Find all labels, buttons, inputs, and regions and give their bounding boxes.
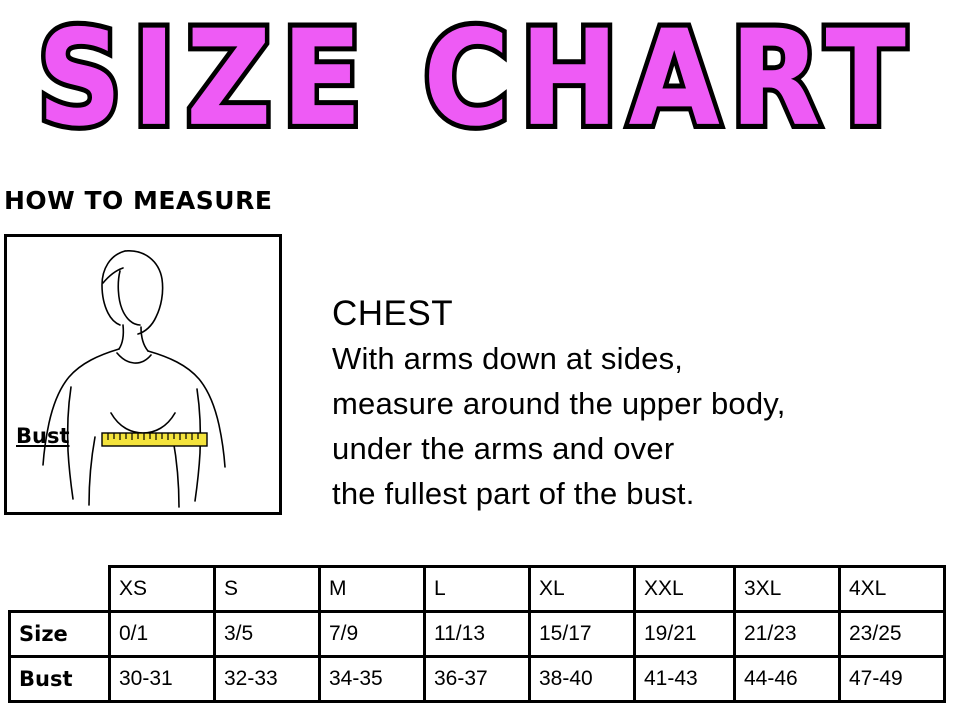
chest-heading: CHEST [332, 294, 454, 333]
measuring-tape-icon [102, 433, 207, 446]
table-column-header: 4XL [840, 567, 945, 612]
table-cell: 30-31 [110, 657, 215, 702]
page-title: SIZE CHART [37, 0, 916, 156]
table-row-header: Size [10, 612, 110, 657]
table-column-header: L [425, 567, 530, 612]
table-cell: 23/25 [840, 612, 945, 657]
table-row-header: Bust [10, 657, 110, 702]
female-torso-illustration [7, 237, 279, 512]
table-cell: 41-43 [635, 657, 735, 702]
table-cell: 7/9 [320, 612, 425, 657]
table-cell: 3/5 [215, 612, 320, 657]
table-cell: 19/21 [635, 612, 735, 657]
table-header-row [10, 567, 945, 612]
table-column-header: M [320, 567, 425, 612]
table-cell: 38-40 [530, 657, 635, 702]
bust-measure-label: Bust [16, 424, 70, 448]
chest-description-line: the fullest part of the bust. [332, 476, 695, 511]
chest-description [332, 336, 932, 516]
table-column-header: XS [110, 567, 215, 612]
table-column-header: 3XL [735, 567, 840, 612]
table-cell: 44-46 [735, 657, 840, 702]
table-corner-blank [10, 567, 110, 612]
table-cell: 0/1 [110, 612, 215, 657]
table-cell: 32-33 [215, 657, 320, 702]
table-cell: 21/23 [735, 612, 840, 657]
table-column-header: XL [530, 567, 635, 612]
chest-description-line: With arms down at sides, [332, 341, 684, 376]
table-cell: 15/17 [530, 612, 635, 657]
table-cell: 34-35 [320, 657, 425, 702]
size-table [8, 565, 946, 703]
table-cell: 36-37 [425, 657, 530, 702]
table-cell: 47-49 [840, 657, 945, 702]
table-row [10, 657, 945, 702]
chest-description-block [332, 292, 932, 516]
measurement-illustration-box [4, 234, 282, 515]
table-column-header: S [215, 567, 320, 612]
table-row [10, 612, 945, 657]
table-cell: 11/13 [425, 612, 530, 657]
chest-description-line: measure around the upper body, [332, 386, 786, 421]
page-title-banner [0, 0, 953, 156]
how-to-measure-heading: HOW TO MEASURE [4, 186, 273, 215]
table-column-header: XXL [635, 567, 735, 612]
chest-description-line: under the arms and over [332, 431, 675, 466]
